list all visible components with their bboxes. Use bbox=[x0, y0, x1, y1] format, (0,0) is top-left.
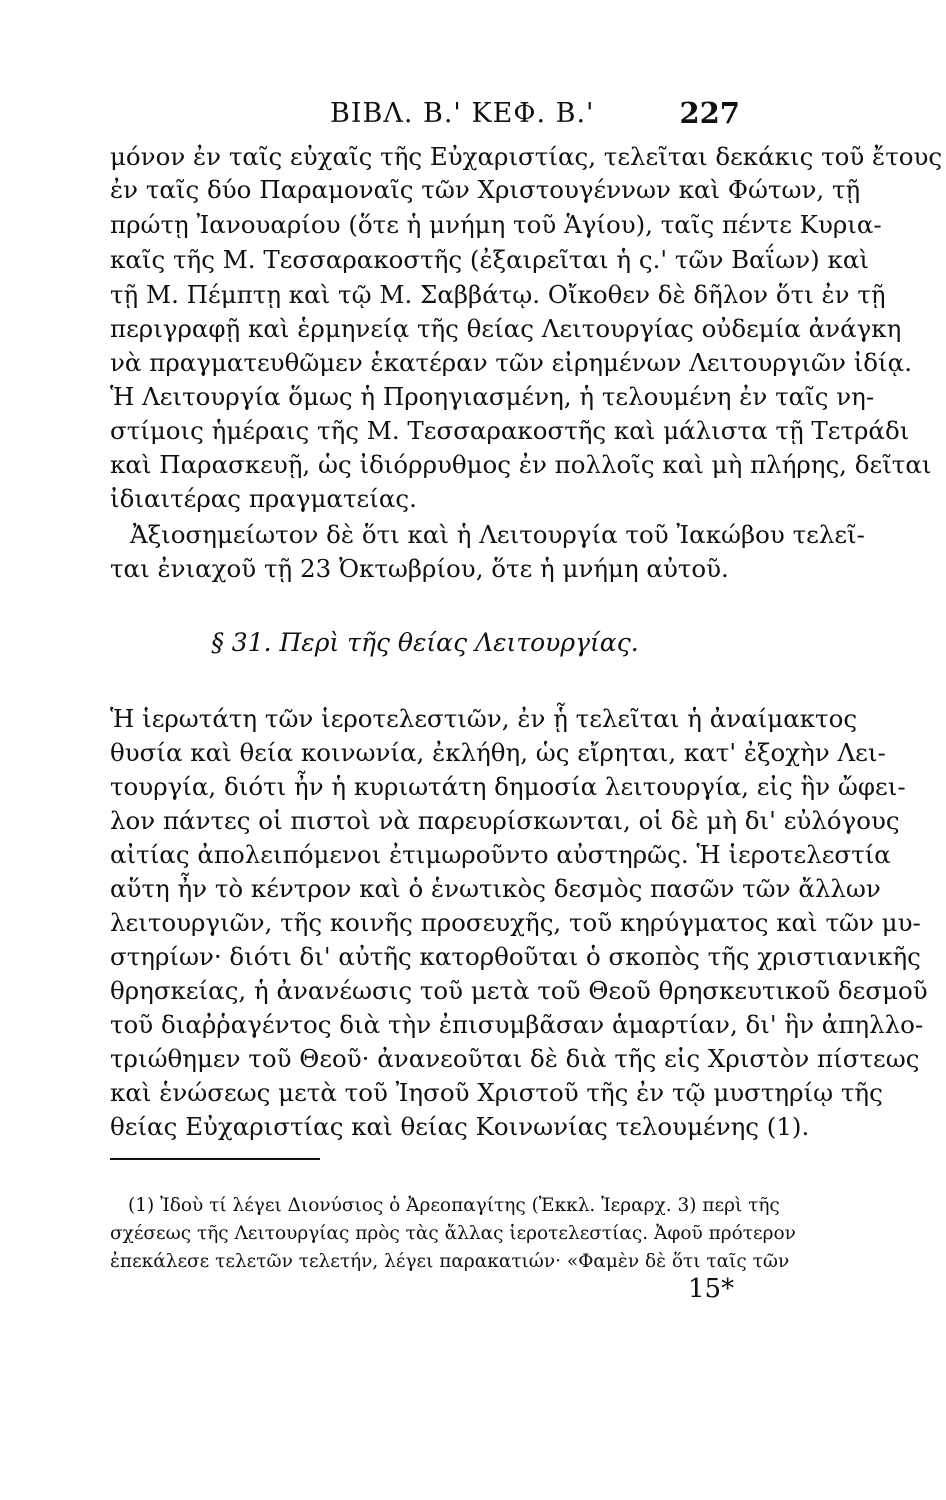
text-line: Ἡ ἱερωτάτη τῶν ἱεροτελεστιῶν, ἐν ᾗ τελεῖται ἡ ἀναίμακτος bbox=[110, 704, 858, 733]
signature-mark: 15* bbox=[688, 1274, 735, 1304]
text-line: νὰ πραγματευθῶμεν ἑκατέραν τῶν εἰρημένων Λειτουργιῶν ἰδίᾳ. bbox=[110, 348, 912, 377]
running-head-title: ΒΙΒΛ. Β.' ΚΕΦ. Β.' bbox=[330, 98, 595, 129]
text-line: Ἡ Λειτουργία ὅμως ἡ Προηγιασμένη, ἡ τελουμένη ἐν ταῖς νη- bbox=[110, 382, 875, 411]
text-line: Ἀξιοσημείωτον δὲ ὅτι καὶ ἡ Λειτουργία τοῦ Ἰακώβου τελεῖ- bbox=[130, 520, 865, 549]
text-line: τοῦ διαῤῥαγέντος διὰ τὴν ἐπισυμβᾶσαν ἁμαρτίαν, δι' ἣν ἀπηλλο- bbox=[110, 1010, 924, 1039]
text-line: πρώτῃ Ἰανουαρίου (ὅτε ἡ μνήμη τοῦ Ἁγίου), ταῖς πέντε Κυρια- bbox=[110, 210, 882, 239]
text-line: ἐν ταῖς δύο Παραμοναῖς τῶν Χριστουγέννων καὶ Φώτων, τῇ bbox=[110, 175, 861, 204]
footnote-line: σχέσεως τῆς Λειτουργίας πρὸς τὰς ἄλλας ἱεροτελεστίας. Ἀφοῦ πρότερον bbox=[110, 1223, 796, 1244]
footnote-line: (1) Ἰδοὺ τί λέγει Διονύσιος ὁ Ἀρεοπαγίτης (Ἐκκλ. Ἱεραρχ. 3) περὶ τῆς bbox=[128, 1195, 780, 1216]
page-number: 227 bbox=[679, 96, 740, 130]
text-line: τουργία, διότι ἦν ἡ κυριωτάτη δημοσία λειτουργία, εἰς ἣν ὤφει- bbox=[110, 772, 906, 801]
section-heading: § 31. Περὶ τῆς θείας Λειτουργίας. bbox=[211, 628, 639, 657]
text-line: αἰτίας ἀπολειπόμενοι ἐτιμωροῦντο αὐστηρῶς. Ἡ ἱεροτελεστία bbox=[110, 840, 891, 869]
text-line: καῖς τῆς Μ. Τεσσαρακοστῆς (ἐξαιρεῖται ἡ ς.' τῶν Βαΐων) καὶ bbox=[110, 245, 869, 274]
text-line: θείας Εὐχαριστίας καὶ θείας Κοινωνίας τελουμένης (1). bbox=[110, 1112, 810, 1141]
text-line: θυσία καὶ θεία κοινωνία, ἐκλήθη, ὡς εἴρηται, κατ' ἐξοχὴν Λει- bbox=[110, 738, 886, 767]
text-line: λον πάντες οἱ πιστοὶ νὰ παρευρίσκωνται, οἱ δὲ μὴ δι' εὐλόγους bbox=[110, 806, 900, 835]
text-line: καὶ Παρασκευῇ, ὡς ἰδιόρρυθμος ἐν πολλοῖς καὶ μὴ πλήρης, δεῖται bbox=[110, 450, 932, 479]
text-line: θρησκείας, ἡ ἀνανέωσις τοῦ μετὰ τοῦ Θεοῦ θρησκευτικοῦ δεσμοῦ bbox=[110, 976, 928, 1005]
text-line: μόνον ἐν ταῖς εὐχαῖς τῆς Εὐχαριστίας, τελεῖται δεκάκις τοῦ ἔτους bbox=[110, 142, 943, 171]
text-line: καὶ ἑνώσεως μετὰ τοῦ Ἰησοῦ Χριστοῦ τῆς ἐν τῷ μυστηρίῳ τῆς bbox=[110, 1078, 883, 1107]
text-line: στίμοις ἡμέραις τῆς Μ. Τεσσαρακοστῆς καὶ μάλιστα τῇ Τετράδι bbox=[110, 416, 910, 445]
text-line: στηρίων· διότι δι' αὐτῆς κατορθοῦται ὁ σκοπὸς τῆς χριστιανικῆς bbox=[110, 942, 921, 971]
text-line: τῇ Μ. Πέμπτῃ καὶ τῷ Μ. Σαββάτῳ. Οἴκοθεν δὲ δῆλον ὅτι ἐν τῇ bbox=[110, 280, 886, 309]
text-line: τριώθημεν τοῦ Θεοῦ· ἀνανεοῦται δὲ διὰ τῆς εἰς Χριστὸν πίστεως bbox=[110, 1044, 920, 1073]
running-head bbox=[110, 92, 740, 132]
text-line: λειτουργιῶν, τῆς κοινῆς προσευχῆς, τοῦ κηρύγματος καὶ τῶν μυ- bbox=[110, 908, 921, 937]
text-line: αὕτη ἦν τὸ κέντρον καὶ ὁ ἑνωτικὸς δεσμὸς πασῶν τῶν ἄλλων bbox=[110, 874, 881, 903]
text-line: ἰδιαιτέρας πραγματείας. bbox=[110, 484, 417, 513]
footnote-divider bbox=[110, 1158, 320, 1160]
text-line: περιγραφῇ καὶ ἑρμηνείᾳ τῆς θείας Λειτουργίας οὐδεμία ἀνάγκη bbox=[110, 314, 902, 343]
footnote-line: ἐπεκάλεσε τελετῶν τελετήν, λέγει παρακατιών· «Φαμὲν δὲ ὅτι ταῖς τῶν bbox=[110, 1251, 790, 1272]
text-line: ται ἐνιαχοῦ τῇ 23 Ὀκτωβρίου, ὅτε ἡ μνήμη αὐτοῦ. bbox=[110, 554, 729, 583]
